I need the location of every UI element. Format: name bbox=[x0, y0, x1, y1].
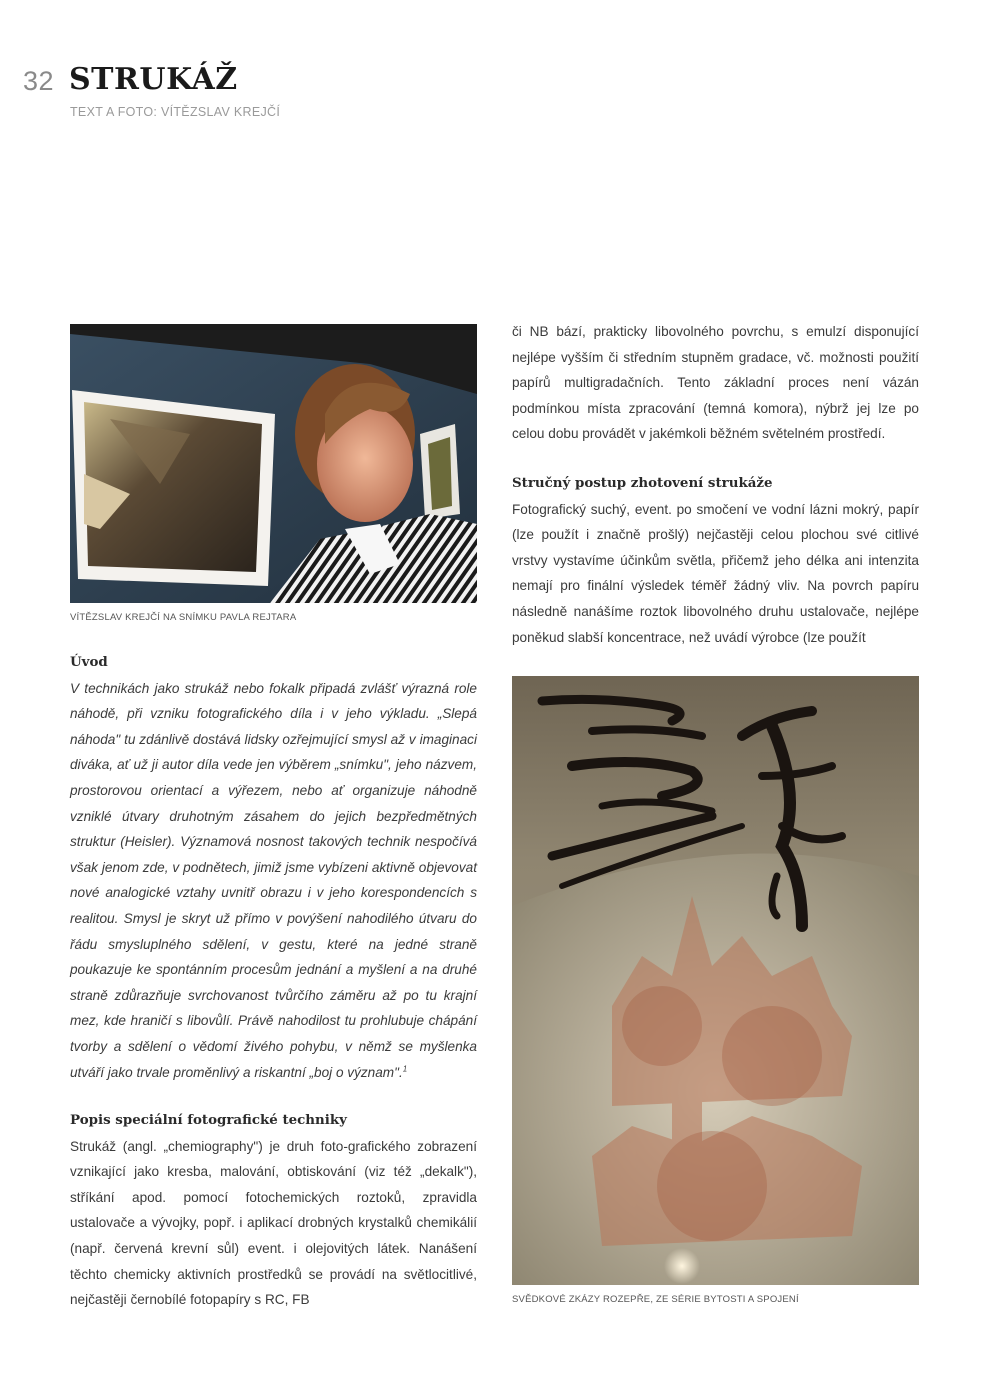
continuation-body: či NB bází, prakticky libovolného povrchu, s emulzí disponující nejlépe vyšším či středním stupněm gradace, vč. možnosti použití papírů multigradačních. Tento základní proces není vázán podmínkou místa zpracování (temná komora), nýbrž jej lze po celou dobu provádět v jakémkoli běžném světelném prostředí. bbox=[512, 324, 919, 442]
intro-text bbox=[70, 676, 477, 1086]
article-title: STRUKÁŽ bbox=[69, 62, 238, 97]
postup-section bbox=[512, 471, 919, 650]
popis-text: Strukáž (angl. „chemiography") je druh foto-grafického zobrazení vznikající jako kresba, malování, obtiskování (viz též „dekalk"), stříkání apod. pomocí fotochemických roztoků, zpravidla ustalovače a vývojky, popř. i aplikací drobných krystalků chemikálií (např. červená krevní sůl) event. i olejovitých látek. Nanášení těchto chemicky aktivních prostředků se provádí na světlocitlivé, nejčastěji černobílé fotopapíry s RC, FB bbox=[70, 1138, 477, 1308]
footnote-marker: 1 bbox=[402, 1063, 408, 1073]
intro-body: V technikách jako strukáž nebo fokalk připadá zvlášť výrazná role náhodě, při vzniku fotografického díla i v jeho výkladu. „Slepá náhoda" tu zdánlivě dostává lidsky ozřejmující smysl až v imaginaci diváka, ať už ji autor díla vede jen výběrem „snímku", jeho názvem, prostorovou orientací a výřezem, nebo ať organizuje náhodně vzniklé útvary druhotným zásahem do jejich bezpředmětných struktur (Heisler). Významová nosnost takových technik nespočívá však jenom zde, v podnětech, jimiž jsme vybízeni aktivně objevovat nové analogické vztahy uvnitř obrazu i v jeho korespondencích s realitou. Smysl je skryt už přímo v povýšení nahodilého útvaru do řádu smysluplného sdělení, v gestu, které na jedné straně poukazuje ke spontánním procesům jednání a myšlení a na druhé straně zdůrazňuje svrchovanost tvůrčího záměru až po tu krajní mez, kde hraničí s libovůlí. Právě nahodilost tu prohlubuje chápání tvorby a sdělení o vědomí živého pohybu, v němž se myšlenka utváří jako trvale proměnlivý a riskantní „boj o význam". bbox=[70, 680, 477, 1080]
artwork-photo bbox=[512, 676, 919, 1285]
intro-section bbox=[70, 650, 477, 1085]
page-number: 32 bbox=[23, 66, 55, 96]
intro-heading: Úvod bbox=[70, 654, 108, 670]
postup-text: Fotografický suchý, event. po smočení ve vodní lázni mokrý, papír (lze použít i značně prošlý) nejčastěji celou plochou své citlivé vrstvy vystavíme účinkům světla, přičemž jeho délka ani intenzita nemají pro finální výsledek téměř žádný vliv. Na povrch papíru následně nanášíme roztok libovolného druhu ustalovače, nejlépe poněkud slabší koncentrace, než uvádí výrobce (lze použít bbox=[512, 501, 919, 645]
byline: TEXT A FOTO: VÍTĚZSLAV KREJČÍ bbox=[70, 105, 281, 119]
popis-heading: Popis speciální fotografické techniky bbox=[70, 1112, 347, 1128]
continuation-text bbox=[512, 319, 919, 447]
popis-section bbox=[70, 1108, 477, 1313]
portrait-caption: VÍTĚZSLAV KREJČÍ NA SNÍMKU PAVLA REJTARA bbox=[70, 612, 297, 623]
artwork-caption: SVĚDKOVÉ ZKÁZY ROZEPŘE, ZE SÉRIE BYTOSTI A SPOJENÍ bbox=[512, 1294, 799, 1305]
postup-heading: Stručný postup zhotovení strukáže bbox=[512, 475, 773, 491]
portrait-photo bbox=[70, 324, 477, 603]
